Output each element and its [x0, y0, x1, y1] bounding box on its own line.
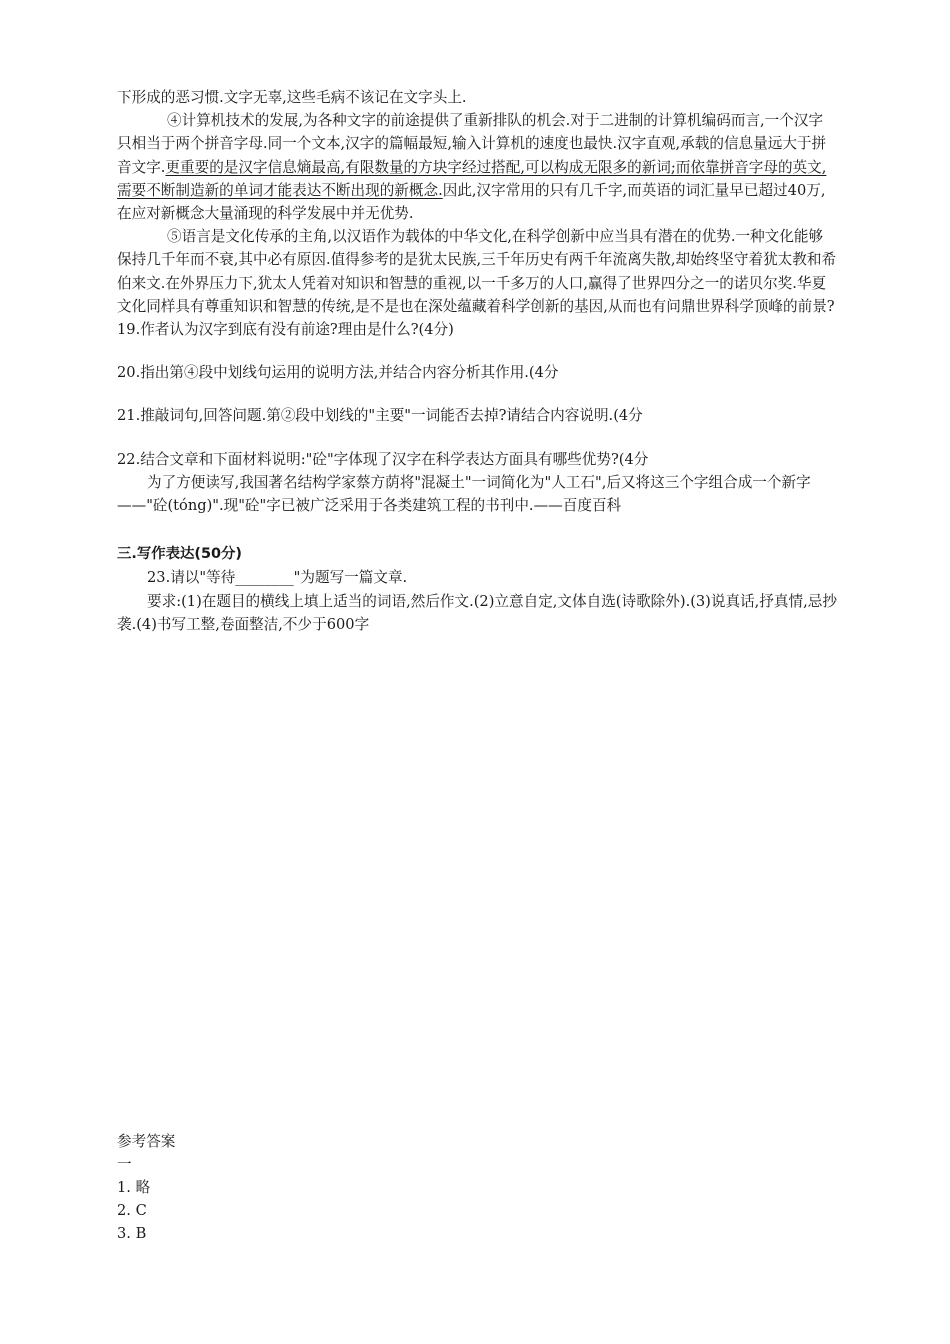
reference-answers [117, 1130, 175, 1245]
answer-item: 3. B [117, 1225, 147, 1242]
p4-text-end: 因此,汉字常用的只有几千字,而英语的词汇量早已超过40万,在应对新概念大量涌现的科学发展中并无优势. [117, 181, 826, 223]
answer-item: 2. C [117, 1202, 147, 1219]
passage-paragraph-5 [117, 225, 837, 341]
passage-paragraph-4 [117, 109, 837, 225]
answer-item: 1. 略 [117, 1179, 151, 1196]
p4-text: ④计算机技术的发展,为各种文字的前途提供了重新排队的机会.对于二进制的计算机编码而言,一个汉字只相当于两个拼音字母.同一个文本,汉字的篇幅最短,输入计算机的速度也最快.汉字直观,承载的信息量远大于拼音文字. [117, 112, 827, 176]
question-22-material: 为了方便读写,我国著名结构学家蔡方荫将"混凝土"一词简化为"人工石",后又将这三个字组合成一个新字——"砼(tóng)".现"砼"字已被广泛采用于各类建筑工程的书刊中.——百度百科 [117, 473, 811, 515]
writing-requirements: 要求:(1)在题目的横线上填上适当的词语,然后作文.(2)立意自定,文体自选(诗歌除外).(3)说真话,抒真情,忌抄袭.(4)书写工整,卷面整洁,不少于600字 [117, 592, 837, 633]
question-22: 22.结合文章和下面材料说明:"砼"字体现了汉字在科学表达方面具有哪些优势?(4分 [117, 450, 649, 468]
passage-top-line: 下形成的恶习惯.文字无辜,这些毛病不该记在文字头上. [117, 89, 467, 106]
question-20: 20.指出第④段中划线句运用的说明方法,并结合内容分析其作用.(4分 [117, 364, 559, 382]
p5-text: ⑤语言是文化传承的主角,以汉语作为载体的中华文化,在科学创新中应当具有潜在的优势.一种文化能够保持几千年而不衰,其中必有原因.值得参考的是犹太民族,三千年历史有两千年流离失散,却始终坚守着犹太教和希伯来文.在外界压力下,犹太人凭着对知识和智慧的重视,以一千多万的人口,赢得了世界四分之一的诺贝尔奖.华夏文化同样具有尊重知识和智慧的传统,是不是也在深处蕴藏着科学创新的基因,从而也有问鼎世界科学顶峰的前景? [117, 228, 837, 315]
p4-underlined-sentence: 更重要的是汉字信息熵最高,有限数量的方块字经过搭配,可以构成无限多的新词;而依靠拼音字母的英文,需要不断制造新的单词才能表达不断出现的新概念. [117, 158, 827, 199]
answers-section: 一 [117, 1156, 132, 1173]
question-21: 21.推敲词句,回答问题.第②段中划线的"主要"一词能否去掉?请结合内容说明.(4分 [117, 407, 643, 425]
question-23: 23.请以"等待________"为题写一篇文章. [147, 569, 408, 587]
question-19: 19.作者认为汉字到底有没有前途?理由是什么?(4分) [117, 321, 454, 339]
writing-section-heading: 三.写作表达(50分) [117, 546, 242, 563]
answers-title: 参考答案 [117, 1133, 176, 1150]
exam-page [117, 86, 837, 636]
